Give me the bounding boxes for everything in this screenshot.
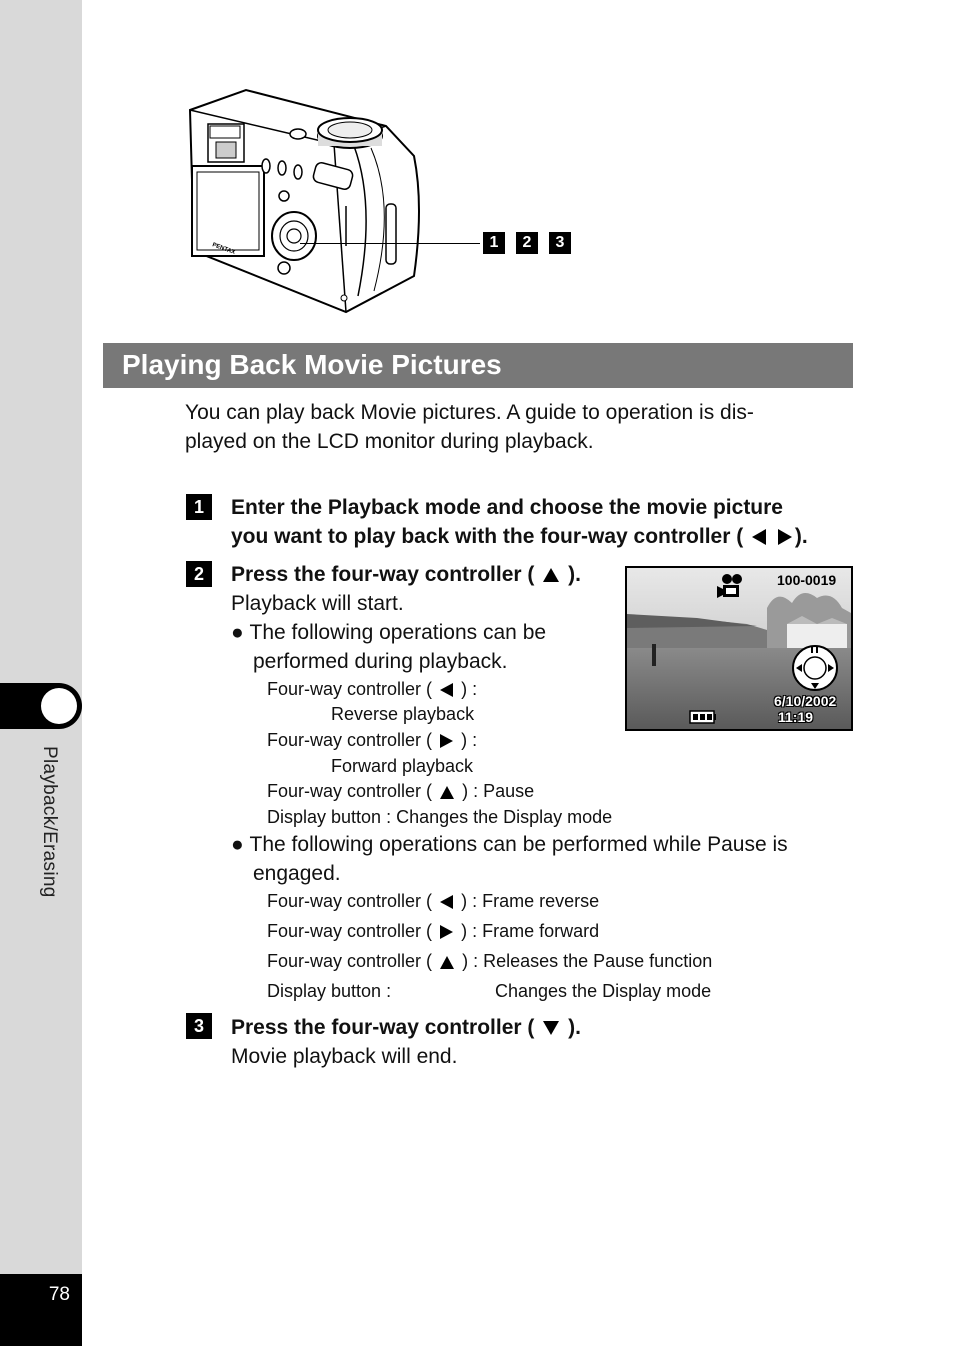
- op-text: ) : Frame reverse: [461, 891, 600, 911]
- step-3-title-b: ).: [568, 1016, 581, 1039]
- page-number-box: [0, 1274, 82, 1346]
- op-frame-forward: [267, 921, 599, 942]
- left-arrow-icon: [440, 895, 453, 909]
- step-2-title-b: ).: [568, 563, 581, 586]
- op-text: Four-way controller (: [267, 921, 433, 941]
- bullet-2-line-2: engaged.: [253, 862, 341, 885]
- intro-line-2: played on the LCD monitor during playback.: [185, 430, 594, 453]
- intro-line-1: You can play back Movie pictures. A guide to operation is dis-: [185, 401, 754, 424]
- step-2-bullet-2: ● The following operations can be performed while Pause is: [231, 833, 788, 856]
- step-2-bullet-1: ● The following operations can be: [231, 621, 547, 644]
- left-arrow-icon: [440, 683, 453, 697]
- section-label: Playback/Erasing: [39, 746, 60, 898]
- step-1-line-2a: you want to play back with the four-way controller (: [231, 525, 744, 548]
- right-arrow-icon: [440, 734, 453, 748]
- op-forward-desc: Forward playback: [331, 756, 474, 776]
- step-1-line-2b: ).: [794, 525, 808, 548]
- op-text: ) : Pause: [462, 781, 535, 801]
- op-text: Four-way controller (: [267, 730, 433, 750]
- op-text: Four-way controller (: [267, 781, 433, 801]
- op-pause: [267, 781, 534, 802]
- tab-dot: [41, 688, 77, 724]
- up-arrow-icon: [440, 956, 454, 969]
- section-title: Playing Back Movie Pictures: [122, 349, 502, 380]
- lcd-time: 11:19: [778, 709, 814, 725]
- lcd-file-number: 100-0019: [777, 572, 837, 588]
- page-number: 78: [48, 1284, 70, 1305]
- op-reverse-desc: Reverse playback: [331, 704, 475, 724]
- up-arrow-icon: [440, 786, 454, 799]
- step-3-result: Movie playback will end.: [231, 1045, 458, 1068]
- camera-illustration: [186, 86, 426, 316]
- bullet-1-line-1: The following operations can be: [249, 621, 547, 644]
- step-3-title-a: Press the four-way controller (: [231, 1016, 535, 1039]
- section-tab-marker: [0, 683, 82, 729]
- down-arrow-icon: [543, 1021, 559, 1035]
- step-2-result: Playback will start.: [231, 592, 404, 615]
- step-3-number: 3: [186, 1013, 212, 1039]
- callout-step-2: 2: [516, 232, 538, 254]
- step-1-number: 1: [186, 494, 212, 520]
- battery-icon: [689, 710, 717, 724]
- svg-text:PENTAX: PENTAX: [211, 242, 236, 257]
- step-2-number: 2: [186, 561, 212, 587]
- lcd-date: 6/10/2002: [774, 693, 837, 709]
- step-1-line-2: [231, 525, 808, 549]
- op-text: Four-way controller (: [267, 679, 433, 699]
- callout-step-numbers: [483, 232, 571, 254]
- op-text: ) : Frame forward: [461, 921, 600, 941]
- intro-paragraph: [185, 398, 825, 456]
- callout-step-1: 1: [483, 232, 505, 254]
- left-arrow-icon: [752, 529, 766, 545]
- op-text: ) : Releases the Pause function: [462, 951, 713, 971]
- op-text: Four-way controller (: [267, 891, 433, 911]
- op-text: Four-way controller (: [267, 951, 433, 971]
- sidebar: [0, 0, 82, 1346]
- op-release-pause: [267, 951, 712, 972]
- right-arrow-icon: [778, 529, 792, 545]
- op-frame-reverse: [267, 891, 599, 912]
- section-title-bar: [103, 343, 853, 388]
- op-display-label: Display button :: [267, 981, 392, 1001]
- bullet-1-line-2: performed during playback.: [253, 650, 508, 673]
- op-text: ) :: [461, 679, 478, 699]
- op-forward-label: [267, 730, 477, 751]
- lcd-preview: [625, 566, 853, 731]
- callout-line: [300, 243, 480, 244]
- movie-icon: [717, 573, 747, 599]
- step-1-line-1: Enter the Playback mode and choose the movie picture: [231, 496, 783, 519]
- op-reverse-label: [267, 679, 477, 700]
- step-3-title: [231, 1016, 581, 1040]
- right-arrow-icon: [440, 925, 453, 939]
- op-text: ) :: [461, 730, 478, 750]
- bullet-2-line-1: The following operations can be performed while Pause is: [249, 833, 788, 856]
- four-way-controller-icon: [791, 644, 839, 692]
- op-display: Display button : Changes the Display mode: [267, 807, 613, 827]
- up-arrow-icon: [543, 568, 559, 582]
- op-display-desc: Changes the Display mode: [495, 981, 712, 1001]
- callout-step-3: 3: [549, 232, 571, 254]
- step-2-title: [231, 563, 581, 587]
- step-2-title-a: Press the four-way controller (: [231, 563, 535, 586]
